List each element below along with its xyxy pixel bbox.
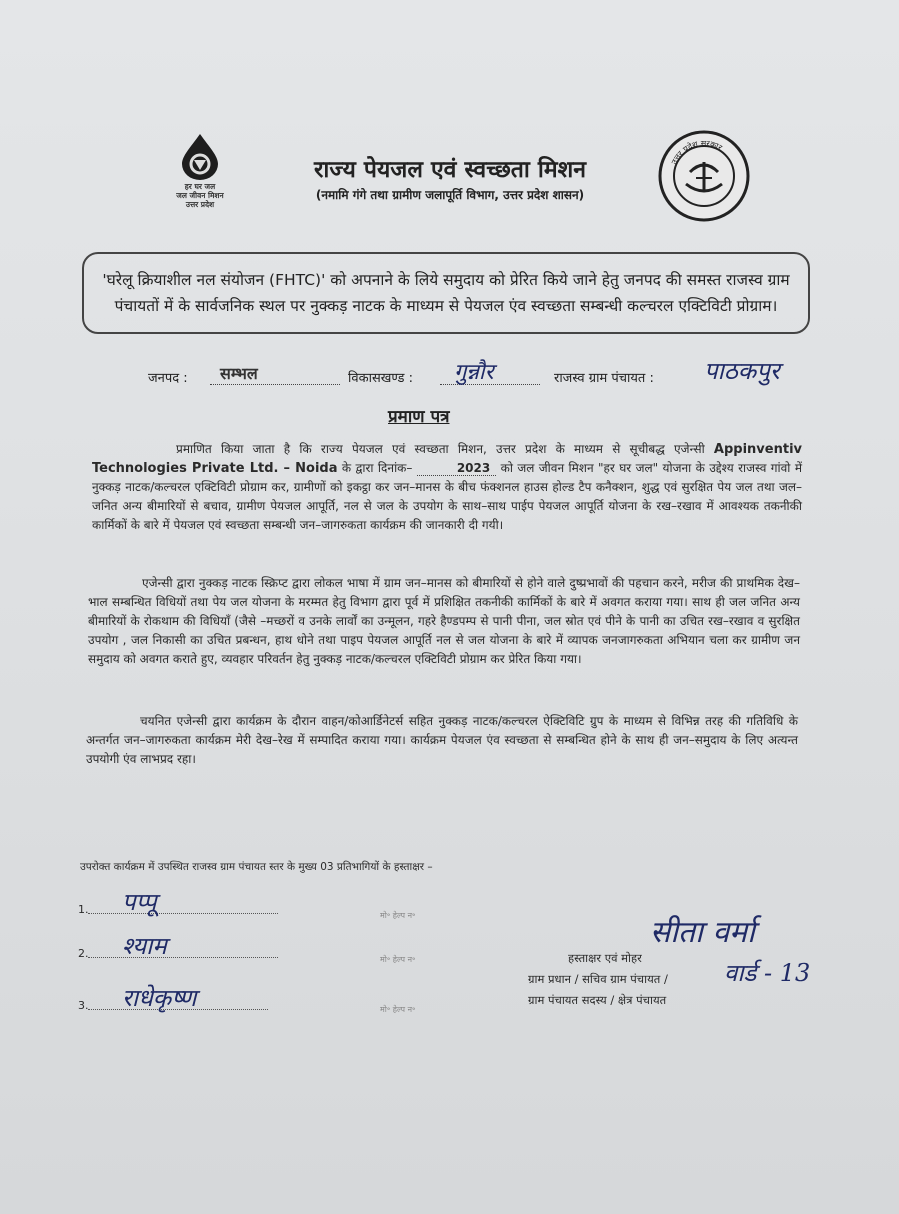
sig-number: 3.	[78, 999, 89, 1012]
officer-role-1: ग्राम प्रधान / सचिव ग्राम पंचायत /	[528, 972, 668, 986]
participant-signature-3	[78, 986, 268, 1016]
district-value: सम्भल	[220, 364, 258, 383]
sig-line	[88, 913, 278, 914]
up-government-seal	[656, 128, 752, 224]
block-value: गुन्नौर	[454, 360, 494, 385]
paragraph-1	[92, 440, 802, 535]
svg-text:उत्तर प्रदेश सरकार: उत्तर प्रदेश सरकार	[669, 138, 724, 166]
p1-intro: प्रमाणित किया जाता है कि राज्य पेयजल एवं स्वच्छता मिशन, उत्तर प्रदेश के माध्यम से सूचीबद्ध एजेन्सी	[176, 442, 705, 456]
certificate-title: प्रमाण पत्र	[388, 407, 450, 427]
sig-number: 1.	[78, 903, 89, 916]
paragraph-2: एजेन्सी द्वारा नुक्कड़ नाटक स्क्रिप्ट द्वारा लोकल भाषा में ग्राम जन–मानस को बीमारियों से होने वाले दुष्प्रभावों की पहचान करने, मरीज की प्राथमिक देख–भाल सम्बन्धित विधियों तथा पेय जल योजना के मरम्मत हेतु विभाग द्वारा पूर्व में प्रशिक्षित तकनीकी कार्मिकों के बारे में अवगत कराया गया। साथ ही जल जनित अन्य बीमारियों के रोकथाम की विधियाँ (जैसे –मच्छरों व उनके लार्वों का उन्मूलन, गहरे हैण्डपम्प से पानी पीना, जल स्रोत एवं पीने के पानी का उचित रख–रखाव व सुरक्षित उपयोग , जल निकासी का उचित प्रबन्धन, हाथ धोने तथा पाइप पेयजल आपूर्ति नल से जल योजना के बारे में व्यापक जनजागरुकता अभियान चला कर ग्रामीण जन समुदाय को अवगत कराते हुए, व्यवहार परिवर्तन हेतु नुक्कड़ नाटक/कल्चरल एक्टिविटी प्रोग्राम कर प्रेरित किया गया।	[88, 576, 800, 666]
paragraph-3: चयनित एजेन्सी द्वारा कार्यक्रम के दौरान वाहन/कोआर्डिनेटर्स सहित नुक्कड़ नाटक/कल्चरल ऐक्टिविटि ग्रुप के माध्यम से विभिन्न तरह की गतिविधि के अन्तर्गत जन–जागरुकता कार्यक्रम मेरी देख–रेख में सम्पादित कराया गया। कार्यक्रम पेयजल एंव स्वच्छता से सम्बन्धित होने के साथ ही जन–समुदाय के लिए अत्यन्त उपयोगी एंव लाभप्रद रहा।	[86, 714, 798, 766]
sig-number: 2.	[78, 947, 89, 960]
officer-role-2: ग्राम पंचायत सदस्य / क्षेत्र पंचायत	[528, 993, 667, 1007]
logo-caption: हर घर जल जल जीवन मिशन उत्तर प्रदेश	[176, 182, 224, 209]
p1-date-label: के द्वारा दिनांक–	[341, 461, 413, 475]
seal-icon	[656, 128, 752, 224]
agency-name: Appinventiv Technologies Private Ltd. – Noida	[92, 442, 802, 476]
program-date: 2023	[417, 461, 496, 476]
participant-name: श्याम	[122, 932, 167, 960]
officer-block	[528, 948, 748, 1011]
p1-body: को जल जीवन मिशन "हर घर जल" योजना के उद्देश्य राजस्व गांवो में नुक्कड़ नाटक/कल्चरल एक्टिविटी प्रोग्राम कर, ग्रामीणों को इकट्ठा कर जन–मानस के बीच फंक्शनल हाउस होल्ड टैप कनैक्शन, शुद्ध एवं सुरक्षित पेय जल तथा जल–जनित अन्य बीमारियों से बचाव, ग्रामीण पेयजल आपूर्ति, नल से जल के उपयोग के साथ–साथ पाईप पेयजल आपूर्ति योजना के रख–रखाव में आवश्यक तकनीकी कार्मिकों के बारे में पेयजल एवं स्वच्छता सम्बन्धी जन–जागरुकता कार्यक्रम की जानकारी दी गयी।	[92, 461, 802, 532]
location-row	[148, 357, 848, 394]
participant-name: पप्पू	[122, 888, 157, 916]
faint-mobile-label: मो॰ हेल्प न॰	[380, 1005, 416, 1014]
water-drop-icon	[160, 130, 240, 182]
ward-number: वार्ड - 13	[724, 959, 811, 987]
officer-signature: सीता वर्मा	[650, 915, 755, 950]
faint-mobile-label: मो॰ हेल्प न॰	[380, 911, 416, 920]
panchayat-label: राजस्व ग्राम पंचायत :	[554, 371, 654, 386]
faint-mobile-label: मो॰ हेल्प न॰	[380, 955, 416, 964]
sig-line	[88, 957, 278, 958]
participant-signature-2	[78, 934, 278, 964]
page-title: राज्य पेयजल एवं स्वच्छता मिशन	[314, 156, 586, 183]
jal-jeevan-mission-logo	[160, 130, 240, 220]
district-label: जनपद :	[148, 371, 188, 386]
panchayat-value: पाठकपुर	[704, 357, 780, 385]
officer-sign-label: हस्ताक्षर एवं मोहर	[568, 951, 642, 965]
program-banner	[82, 252, 810, 334]
participant-name: राधेकृष्ण	[122, 984, 197, 1012]
participant-signature-1	[78, 890, 278, 920]
signatures-heading: उपरोक्त कार्यक्रम में उपस्थित राजस्व ग्राम पंचायत स्तर के मुख्य 03 प्रतिभागियों के हस्ताक्षर –	[80, 861, 433, 873]
page-subtitle: (नमामि गंगे तथा ग्रामीण जलापूर्ति विभाग, उत्तर प्रदेश शासन)	[315, 188, 585, 202]
block-label: विकासखण्ड :	[348, 371, 414, 386]
banner-text: 'घरेलू क्रियाशील नल संयोजन (FHTC)' को अपनाने के लिये समुदाय को प्रेरित किये जाने हेतु जनपद की समस्त राजस्व ग्राम पंचायतों में के सार्वजनिक स्थल पर नुक्कड़ नाटक के माध्यम से पेयजल एंव स्वच्छता सम्बन्धी कल्चरल एक्टिविटी प्रोग्राम।	[102, 271, 790, 315]
